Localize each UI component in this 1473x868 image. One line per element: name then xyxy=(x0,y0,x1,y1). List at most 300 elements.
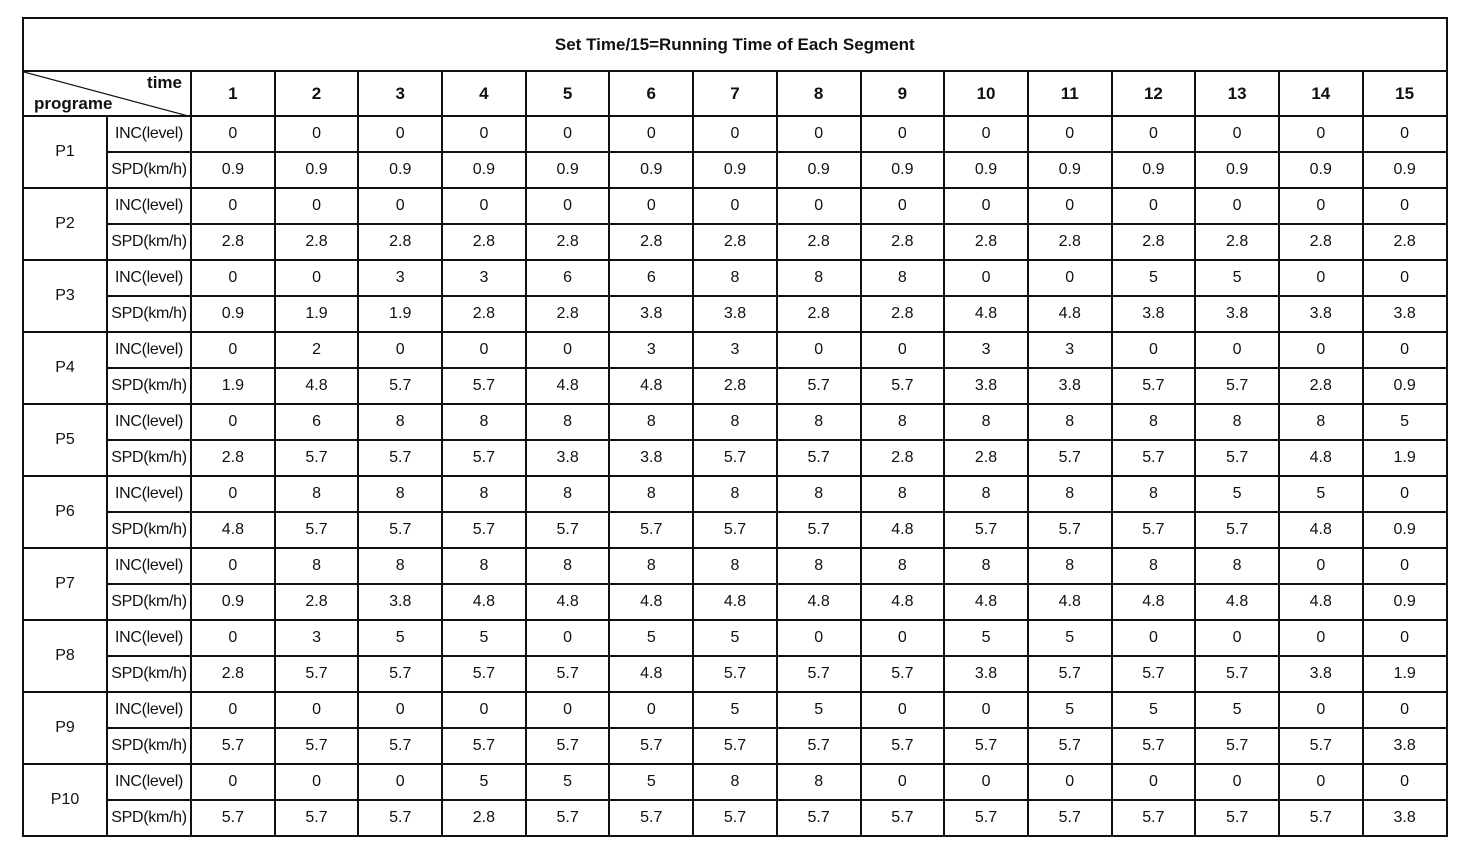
spd-value-cell: 2.8 xyxy=(1363,224,1447,260)
spd-value-cell: 5.7 xyxy=(861,728,945,764)
spd-value-cell: 5.7 xyxy=(1112,512,1196,548)
program-row-3-spd xyxy=(23,296,1447,332)
inc-value-cell: 0 xyxy=(1363,692,1447,728)
inc-value-cell: 8 xyxy=(358,404,442,440)
inc-value-cell: 8 xyxy=(693,764,777,800)
spd-value-cell: 5.7 xyxy=(944,800,1028,836)
inc-value-cell: 0 xyxy=(526,620,610,656)
inc-value-cell: 8 xyxy=(944,476,1028,512)
inc-value-cell: 8 xyxy=(609,404,693,440)
inc-value-cell: 0 xyxy=(777,116,861,152)
segment-header-8: 8 xyxy=(777,71,861,116)
inc-value-cell: 0 xyxy=(1279,332,1363,368)
inc-value-cell: 0 xyxy=(1279,548,1363,584)
inc-value-cell: 5 xyxy=(1112,692,1196,728)
inc-value-cell: 3 xyxy=(442,260,526,296)
spd-value-cell: 0.9 xyxy=(1363,152,1447,188)
spd-value-cell: 5.7 xyxy=(693,656,777,692)
spd-value-cell: 5.7 xyxy=(693,728,777,764)
program-name: P2 xyxy=(23,188,107,260)
inc-value-cell: 0 xyxy=(1112,620,1196,656)
inc-value-cell: 0 xyxy=(358,692,442,728)
spd-value-cell: 5.7 xyxy=(1028,800,1112,836)
spd-value-cell: 2.8 xyxy=(1279,368,1363,404)
inc-value-cell: 8 xyxy=(944,548,1028,584)
spd-value-cell: 1.9 xyxy=(1363,656,1447,692)
inc-value-cell: 0 xyxy=(1195,620,1279,656)
spd-value-cell: 5.7 xyxy=(191,728,275,764)
inc-value-cell: 0 xyxy=(1279,116,1363,152)
inc-value-cell: 0 xyxy=(777,620,861,656)
inc-value-cell: 8 xyxy=(861,260,945,296)
inc-value-cell: 8 xyxy=(609,476,693,512)
table-title: Set Time/15=Running Time of Each Segment xyxy=(23,18,1447,71)
spd-value-cell: 4.8 xyxy=(777,584,861,620)
spd-value-cell: 5.7 xyxy=(1028,512,1112,548)
spd-value-cell: 5.7 xyxy=(777,512,861,548)
inc-value-cell: 0 xyxy=(1279,620,1363,656)
inc-value-cell: 8 xyxy=(1112,548,1196,584)
segment-header-1: 1 xyxy=(191,71,275,116)
inc-value-cell: 0 xyxy=(861,764,945,800)
inc-value-cell: 8 xyxy=(777,404,861,440)
spd-value-cell: 0.9 xyxy=(609,152,693,188)
spd-value-cell: 2.8 xyxy=(442,224,526,260)
inc-value-cell: 0 xyxy=(526,332,610,368)
inc-value-cell: 8 xyxy=(693,476,777,512)
inc-value-cell: 8 xyxy=(861,476,945,512)
spd-value-cell: 0.9 xyxy=(1112,152,1196,188)
inc-value-cell: 8 xyxy=(1028,404,1112,440)
program-name: P5 xyxy=(23,404,107,476)
program-table xyxy=(22,17,1448,837)
spd-value-cell: 5.7 xyxy=(944,728,1028,764)
program-row-1-inc xyxy=(23,116,1447,152)
segment-header-5: 5 xyxy=(526,71,610,116)
spd-value-cell: 2.8 xyxy=(861,296,945,332)
inc-value-cell: 0 xyxy=(191,692,275,728)
spd-value-cell: 2.8 xyxy=(275,584,359,620)
spd-value-cell: 4.8 xyxy=(191,512,275,548)
spd-value-cell: 2.8 xyxy=(1195,224,1279,260)
spd-value-cell: 3.8 xyxy=(944,656,1028,692)
spd-value-cell: 1.9 xyxy=(358,296,442,332)
inc-value-cell: 0 xyxy=(861,620,945,656)
spd-value-cell: 5.7 xyxy=(275,440,359,476)
inc-value-cell: 0 xyxy=(944,692,1028,728)
spd-row-label: SPD(km/h) xyxy=(107,152,191,188)
inc-value-cell: 5 xyxy=(1363,404,1447,440)
spd-value-cell: 5.7 xyxy=(358,368,442,404)
spd-value-cell: 4.8 xyxy=(693,584,777,620)
inc-value-cell: 0 xyxy=(191,332,275,368)
spd-value-cell: 0.9 xyxy=(777,152,861,188)
program-name: P8 xyxy=(23,620,107,692)
inc-value-cell: 0 xyxy=(275,116,359,152)
spd-value-cell: 4.8 xyxy=(861,512,945,548)
spd-value-cell: 3.8 xyxy=(609,440,693,476)
inc-value-cell: 5 xyxy=(1195,692,1279,728)
inc-value-cell: 8 xyxy=(358,476,442,512)
spd-value-cell: 5.7 xyxy=(275,512,359,548)
spd-value-cell: 1.9 xyxy=(275,296,359,332)
inc-value-cell: 0 xyxy=(1363,260,1447,296)
inc-value-cell: 5 xyxy=(609,764,693,800)
inc-value-cell: 0 xyxy=(1028,116,1112,152)
spd-value-cell: 5.7 xyxy=(1279,800,1363,836)
spd-value-cell: 4.8 xyxy=(861,584,945,620)
inc-value-cell: 0 xyxy=(861,692,945,728)
spd-value-cell: 3.8 xyxy=(526,440,610,476)
inc-value-cell: 0 xyxy=(1112,332,1196,368)
program-row-9-spd xyxy=(23,728,1447,764)
program-row-8-inc xyxy=(23,620,1447,656)
spd-value-cell: 0.9 xyxy=(1028,152,1112,188)
inc-value-cell: 5 xyxy=(1112,260,1196,296)
spd-row-label: SPD(km/h) xyxy=(107,368,191,404)
spd-value-cell: 2.8 xyxy=(777,296,861,332)
program-name: P6 xyxy=(23,476,107,548)
inc-value-cell: 0 xyxy=(191,260,275,296)
inc-value-cell: 8 xyxy=(442,404,526,440)
segment-header-15: 15 xyxy=(1363,71,1447,116)
spd-row-label: SPD(km/h) xyxy=(107,224,191,260)
inc-value-cell: 0 xyxy=(944,764,1028,800)
spd-value-cell: 2.8 xyxy=(693,368,777,404)
spd-value-cell: 4.8 xyxy=(526,584,610,620)
inc-value-cell: 5 xyxy=(1195,476,1279,512)
inc-value-cell: 6 xyxy=(609,260,693,296)
spd-value-cell: 2.8 xyxy=(191,224,275,260)
inc-value-cell: 8 xyxy=(526,476,610,512)
program-row-10-inc xyxy=(23,764,1447,800)
inc-value-cell: 0 xyxy=(1112,764,1196,800)
spd-value-cell: 0.9 xyxy=(1363,368,1447,404)
spd-value-cell: 3.8 xyxy=(1028,368,1112,404)
spd-value-cell: 4.8 xyxy=(526,368,610,404)
spd-value-cell: 5.7 xyxy=(1112,368,1196,404)
spd-value-cell: 3.8 xyxy=(609,296,693,332)
program-row-6-spd xyxy=(23,512,1447,548)
segment-header-13: 13 xyxy=(1195,71,1279,116)
spd-value-cell: 3.8 xyxy=(1112,296,1196,332)
spd-value-cell: 5.7 xyxy=(693,800,777,836)
inc-value-cell: 0 xyxy=(1279,188,1363,224)
program-row-5-inc xyxy=(23,404,1447,440)
inc-value-cell: 0 xyxy=(442,692,526,728)
inc-value-cell: 8 xyxy=(693,548,777,584)
spd-value-cell: 3.8 xyxy=(358,584,442,620)
inc-value-cell: 8 xyxy=(944,404,1028,440)
inc-value-cell: 0 xyxy=(191,548,275,584)
spd-value-cell: 2.8 xyxy=(358,224,442,260)
spd-value-cell: 4.8 xyxy=(609,584,693,620)
inc-value-cell: 0 xyxy=(609,188,693,224)
inc-value-cell: 8 xyxy=(777,548,861,584)
inc-row-label: INC(level) xyxy=(107,116,191,152)
spd-value-cell: 5.7 xyxy=(526,800,610,836)
inc-value-cell: 0 xyxy=(191,404,275,440)
program-row-2-spd xyxy=(23,224,1447,260)
inc-row-label: INC(level) xyxy=(107,476,191,512)
spd-value-cell: 0.9 xyxy=(191,152,275,188)
spd-value-cell: 5.7 xyxy=(1195,800,1279,836)
inc-value-cell: 8 xyxy=(358,548,442,584)
inc-value-cell: 0 xyxy=(944,260,1028,296)
inc-value-cell: 8 xyxy=(861,548,945,584)
spd-value-cell: 5.7 xyxy=(275,656,359,692)
spd-value-cell: 2.8 xyxy=(275,224,359,260)
inc-value-cell: 3 xyxy=(693,332,777,368)
program-row-10-spd xyxy=(23,800,1447,836)
inc-value-cell: 3 xyxy=(1028,332,1112,368)
segment-header-4: 4 xyxy=(442,71,526,116)
spd-value-cell: 0.9 xyxy=(1195,152,1279,188)
inc-value-cell: 0 xyxy=(693,188,777,224)
inc-value-cell: 0 xyxy=(275,260,359,296)
spd-value-cell: 1.9 xyxy=(1363,440,1447,476)
inc-value-cell: 0 xyxy=(1195,764,1279,800)
spd-value-cell: 5.7 xyxy=(1195,368,1279,404)
spd-value-cell: 0.9 xyxy=(442,152,526,188)
spd-value-cell: 4.8 xyxy=(1112,584,1196,620)
spd-value-cell: 5.7 xyxy=(1112,656,1196,692)
program-name: P10 xyxy=(23,764,107,836)
inc-value-cell: 0 xyxy=(1279,764,1363,800)
spd-value-cell: 5.7 xyxy=(609,800,693,836)
inc-row-label: INC(level) xyxy=(107,620,191,656)
inc-value-cell: 0 xyxy=(526,692,610,728)
spd-value-cell: 5.7 xyxy=(777,368,861,404)
program-name: P9 xyxy=(23,692,107,764)
spd-value-cell: 5.7 xyxy=(275,728,359,764)
segment-header-6: 6 xyxy=(609,71,693,116)
spd-value-cell: 3.8 xyxy=(1279,656,1363,692)
inc-value-cell: 8 xyxy=(275,548,359,584)
spd-value-cell: 4.8 xyxy=(1028,296,1112,332)
inc-value-cell: 8 xyxy=(526,404,610,440)
spd-value-cell: 5.7 xyxy=(777,728,861,764)
inc-value-cell: 0 xyxy=(861,188,945,224)
spd-row-label: SPD(km/h) xyxy=(107,512,191,548)
spd-value-cell: 5.7 xyxy=(358,440,442,476)
inc-value-cell: 0 xyxy=(1112,188,1196,224)
spd-value-cell: 5.7 xyxy=(1195,656,1279,692)
spd-value-cell: 0.9 xyxy=(526,152,610,188)
spd-value-cell: 5.7 xyxy=(609,512,693,548)
program-row-8-spd xyxy=(23,656,1447,692)
segment-header-7: 7 xyxy=(693,71,777,116)
inc-value-cell: 3 xyxy=(944,332,1028,368)
inc-row-label: INC(level) xyxy=(107,764,191,800)
spd-value-cell: 5.7 xyxy=(693,440,777,476)
spd-value-cell: 5.7 xyxy=(1028,728,1112,764)
inc-row-label: INC(level) xyxy=(107,188,191,224)
spd-value-cell: 5.7 xyxy=(1195,440,1279,476)
spd-value-cell: 5.7 xyxy=(777,440,861,476)
spd-row-label: SPD(km/h) xyxy=(107,656,191,692)
inc-row-label: INC(level) xyxy=(107,260,191,296)
spd-value-cell: 2.8 xyxy=(442,296,526,332)
spd-value-cell: 5.7 xyxy=(777,800,861,836)
inc-value-cell: 0 xyxy=(1363,332,1447,368)
inc-value-cell: 0 xyxy=(1279,692,1363,728)
inc-value-cell: 0 xyxy=(1195,332,1279,368)
inc-value-cell: 0 xyxy=(1028,764,1112,800)
inc-value-cell: 0 xyxy=(1195,116,1279,152)
inc-value-cell: 0 xyxy=(861,332,945,368)
inc-value-cell: 5 xyxy=(944,620,1028,656)
inc-value-cell: 6 xyxy=(526,260,610,296)
spd-value-cell: 5.7 xyxy=(861,368,945,404)
inc-value-cell: 8 xyxy=(777,260,861,296)
inc-row-label: INC(level) xyxy=(107,692,191,728)
program-row-6-inc xyxy=(23,476,1447,512)
program-row-7-inc xyxy=(23,548,1447,584)
spd-row-label: SPD(km/h) xyxy=(107,800,191,836)
inc-value-cell: 0 xyxy=(526,188,610,224)
spd-value-cell: 5.7 xyxy=(944,512,1028,548)
spd-value-cell: 0.9 xyxy=(1363,512,1447,548)
inc-value-cell: 0 xyxy=(1028,260,1112,296)
inc-value-cell: 5 xyxy=(442,620,526,656)
spd-value-cell: 0.9 xyxy=(861,152,945,188)
inc-value-cell: 8 xyxy=(275,476,359,512)
spd-value-cell: 4.8 xyxy=(442,584,526,620)
inc-value-cell: 5 xyxy=(693,620,777,656)
spd-value-cell: 5.7 xyxy=(861,800,945,836)
inc-value-cell: 0 xyxy=(1195,188,1279,224)
inc-value-cell: 3 xyxy=(609,332,693,368)
spd-value-cell: 2.8 xyxy=(526,296,610,332)
spd-value-cell: 5.7 xyxy=(358,512,442,548)
spd-value-cell: 4.8 xyxy=(1279,512,1363,548)
spd-value-cell: 5.7 xyxy=(1279,728,1363,764)
inc-value-cell: 8 xyxy=(777,764,861,800)
inc-value-cell: 2 xyxy=(275,332,359,368)
inc-row-label: INC(level) xyxy=(107,548,191,584)
spd-value-cell: 5.7 xyxy=(1195,728,1279,764)
program-name: P7 xyxy=(23,548,107,620)
inc-value-cell: 0 xyxy=(777,188,861,224)
inc-value-cell: 0 xyxy=(442,332,526,368)
inc-value-cell: 0 xyxy=(944,188,1028,224)
inc-value-cell: 0 xyxy=(442,116,526,152)
inc-value-cell: 0 xyxy=(358,116,442,152)
corner-cell xyxy=(23,71,191,116)
spd-value-cell: 2.8 xyxy=(944,440,1028,476)
inc-value-cell: 0 xyxy=(191,476,275,512)
program-name: P1 xyxy=(23,116,107,188)
inc-value-cell: 5 xyxy=(693,692,777,728)
program-name: P4 xyxy=(23,332,107,404)
spd-row-label: SPD(km/h) xyxy=(107,584,191,620)
segment-header-12: 12 xyxy=(1112,71,1196,116)
inc-value-cell: 0 xyxy=(609,692,693,728)
spd-value-cell: 0.9 xyxy=(191,296,275,332)
spd-value-cell: 4.8 xyxy=(1279,440,1363,476)
corner-program-label: programe xyxy=(34,94,113,113)
segment-header-11: 11 xyxy=(1028,71,1112,116)
spd-value-cell: 5.7 xyxy=(191,800,275,836)
spd-value-cell: 2.8 xyxy=(191,656,275,692)
inc-value-cell: 8 xyxy=(1195,548,1279,584)
inc-value-cell: 0 xyxy=(1028,188,1112,224)
inc-value-cell: 0 xyxy=(1363,188,1447,224)
inc-value-cell: 5 xyxy=(777,692,861,728)
inc-row-label: INC(level) xyxy=(107,332,191,368)
spd-value-cell: 5.7 xyxy=(358,800,442,836)
spd-value-cell: 0.9 xyxy=(944,152,1028,188)
spd-value-cell: 3.8 xyxy=(1279,296,1363,332)
program-row-4-spd xyxy=(23,368,1447,404)
header-row xyxy=(23,71,1447,116)
inc-value-cell: 0 xyxy=(442,188,526,224)
spd-value-cell: 3.8 xyxy=(1363,800,1447,836)
spd-value-cell: 3.8 xyxy=(944,368,1028,404)
program-row-9-inc xyxy=(23,692,1447,728)
spd-row-label: SPD(km/h) xyxy=(107,296,191,332)
spd-value-cell: 5.7 xyxy=(526,656,610,692)
inc-value-cell: 3 xyxy=(358,260,442,296)
spd-value-cell: 5.7 xyxy=(861,656,945,692)
spd-value-cell: 4.8 xyxy=(1195,584,1279,620)
inc-value-cell: 0 xyxy=(358,332,442,368)
spd-value-cell: 1.9 xyxy=(191,368,275,404)
spd-value-cell: 5.7 xyxy=(526,728,610,764)
spd-value-cell: 5.7 xyxy=(526,512,610,548)
inc-value-cell: 5 xyxy=(1028,620,1112,656)
spd-value-cell: 4.8 xyxy=(944,296,1028,332)
inc-value-cell: 8 xyxy=(1112,476,1196,512)
spd-value-cell: 3.8 xyxy=(1195,296,1279,332)
inc-value-cell: 0 xyxy=(609,116,693,152)
program-row-2-inc xyxy=(23,188,1447,224)
spd-value-cell: 2.8 xyxy=(526,224,610,260)
program-row-3-inc xyxy=(23,260,1447,296)
inc-value-cell: 0 xyxy=(1363,620,1447,656)
inc-value-cell: 8 xyxy=(1028,476,1112,512)
spd-value-cell: 4.8 xyxy=(609,656,693,692)
inc-value-cell: 0 xyxy=(275,692,359,728)
spd-value-cell: 5.7 xyxy=(777,656,861,692)
spd-value-cell: 0.9 xyxy=(693,152,777,188)
inc-value-cell: 8 xyxy=(861,404,945,440)
spd-value-cell: 5.7 xyxy=(1195,512,1279,548)
spd-value-cell: 3.8 xyxy=(1363,296,1447,332)
spd-value-cell: 5.7 xyxy=(693,512,777,548)
spd-value-cell: 2.8 xyxy=(861,224,945,260)
inc-value-cell: 5 xyxy=(1279,476,1363,512)
inc-value-cell: 0 xyxy=(275,188,359,224)
spd-row-label: SPD(km/h) xyxy=(107,440,191,476)
spd-value-cell: 3.8 xyxy=(1363,728,1447,764)
inc-value-cell: 6 xyxy=(275,404,359,440)
inc-value-cell: 0 xyxy=(1279,260,1363,296)
spd-row-label: SPD(km/h) xyxy=(107,728,191,764)
inc-value-cell: 8 xyxy=(442,476,526,512)
inc-value-cell: 0 xyxy=(191,188,275,224)
inc-value-cell: 5 xyxy=(1028,692,1112,728)
inc-value-cell: 0 xyxy=(777,332,861,368)
program-row-5-spd xyxy=(23,440,1447,476)
spd-value-cell: 4.8 xyxy=(275,368,359,404)
spd-value-cell: 5.7 xyxy=(358,728,442,764)
spd-value-cell: 5.7 xyxy=(442,728,526,764)
program-row-7-spd xyxy=(23,584,1447,620)
segment-header-3: 3 xyxy=(358,71,442,116)
spd-value-cell: 2.8 xyxy=(861,440,945,476)
